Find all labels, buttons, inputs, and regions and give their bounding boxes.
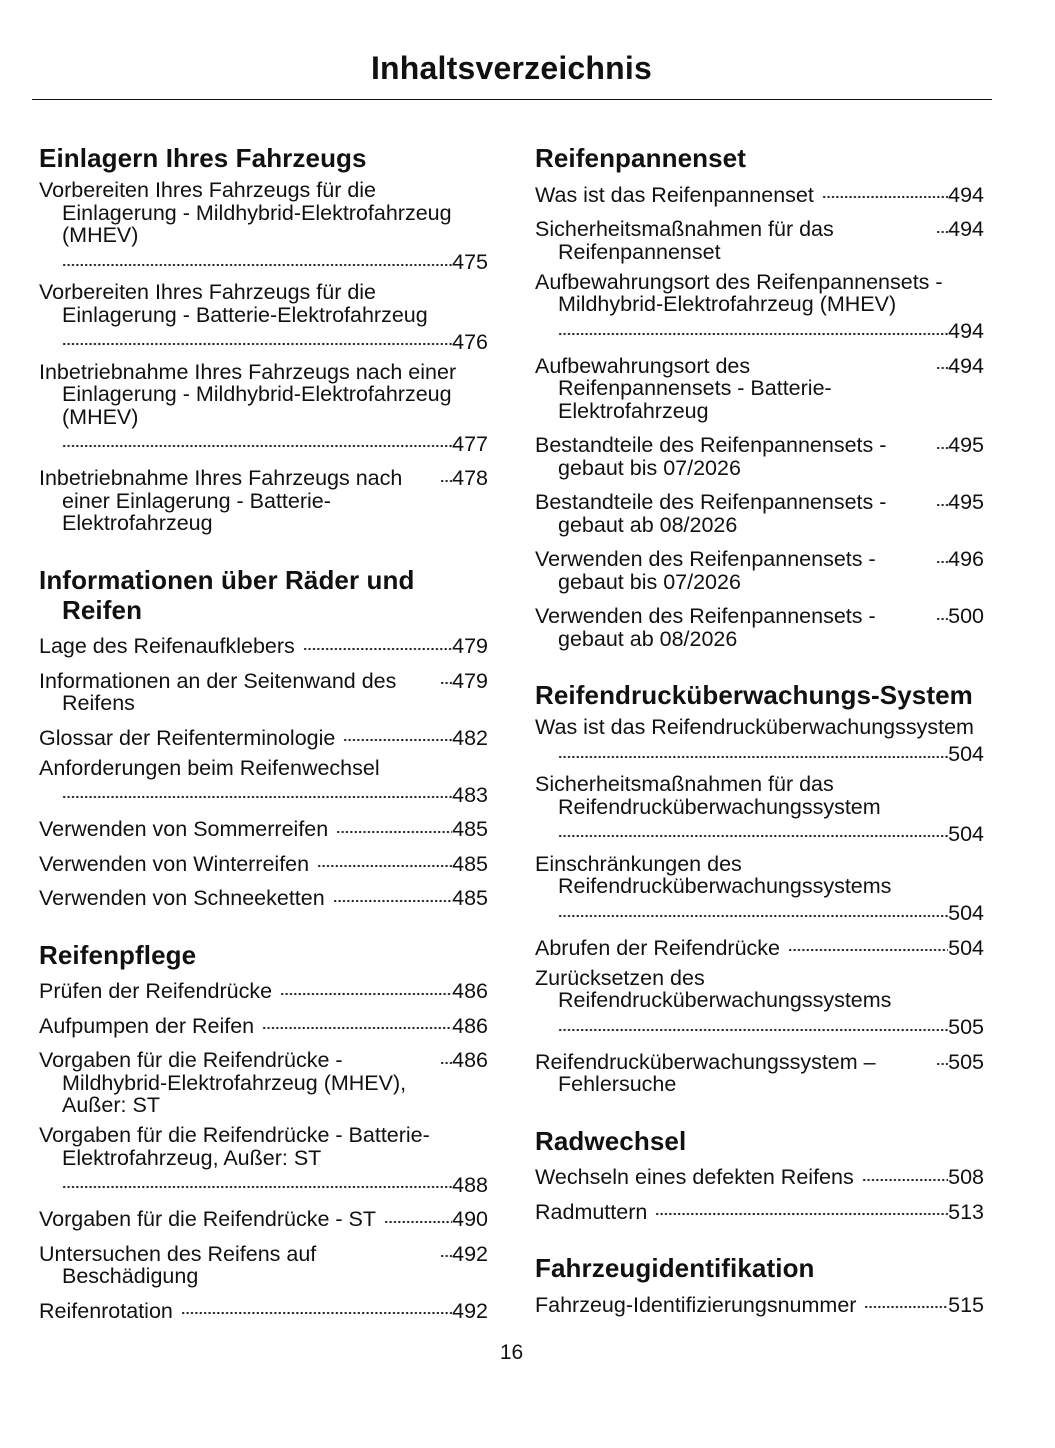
toc-entry-page-number: 504 [948, 742, 984, 766]
dot-leader [336, 814, 452, 837]
dot-leader [936, 430, 948, 453]
toc-entry[interactable] [39, 722, 488, 749]
toc-entry[interactable] [535, 1289, 984, 1316]
toc-entry-title: Untersuchen des Reifens auf Beschädigung [39, 1241, 317, 1288]
toc-entry-title: Vorgaben für die Reifendrücke - ST [39, 1207, 377, 1231]
toc-entry[interactable] [535, 773, 984, 845]
toc-entry-page-number: 494 [948, 319, 984, 343]
toc-entry[interactable] [39, 665, 488, 715]
toc-entry-title: Verwenden von Sommerreifen [39, 817, 329, 841]
title-divider [32, 99, 992, 100]
toc-entry[interactable] [39, 883, 488, 910]
toc-entry-title: Aufpumpen der Reifen [39, 1013, 255, 1038]
dot-leader [558, 1012, 948, 1035]
dot-leader [62, 428, 452, 451]
dot-leader [936, 1046, 948, 1069]
toc-entry-page-number: 479 [452, 668, 488, 693]
toc-section [535, 1253, 984, 1316]
dot-leader [558, 739, 948, 762]
dot-leader [936, 487, 948, 510]
toc-entry[interactable] [39, 757, 488, 807]
toc-entry-page-number: 485 [452, 851, 488, 876]
dot-leader [440, 463, 452, 486]
toc-entry-title: Inbetriebnahme Ihres Fahrzeugs nach einer Einlagerung - Batterie-Elektrofahrzeug [39, 466, 403, 535]
dot-leader [440, 665, 452, 688]
toc-entry-page-number: 492 [452, 1298, 488, 1323]
dot-leader [440, 1238, 452, 1261]
toc-entry[interactable] [39, 976, 488, 1003]
toc-entry-page-number: 485 [452, 817, 488, 841]
dot-leader [936, 350, 948, 373]
toc-entry-page-number: 508 [948, 1165, 984, 1189]
page-title: Inhaltsverzeichnis [370, 50, 653, 86]
dot-leader [864, 1289, 948, 1312]
toc-entry-title: Reifenrotation [39, 1298, 173, 1323]
dot-leader [936, 601, 948, 624]
toc-entry[interactable] [39, 463, 488, 535]
dot-leader [62, 247, 452, 270]
toc-section [535, 1126, 984, 1224]
toc-entry-page-number: 476 [452, 329, 488, 354]
toc-entry[interactable] [535, 430, 984, 480]
toc-entry[interactable] [535, 544, 984, 594]
dot-leader [558, 818, 948, 841]
toc-entry-title: Zurücksetzen des Reifendrucküberwachungssystems [535, 965, 892, 1012]
toc-entry[interactable] [535, 1162, 984, 1189]
toc-entry-page-number: 494 [948, 182, 984, 207]
toc-entry-page-number: 496 [948, 547, 984, 571]
toc-entry[interactable] [535, 1196, 984, 1223]
page-number: 16 [499, 1341, 524, 1364]
toc-entry-page-number: 478 [452, 466, 488, 490]
dot-leader [384, 1204, 452, 1227]
toc-entry-title: Verwenden von Winterreifen [39, 851, 310, 876]
toc-entry-page-number: 486 [452, 979, 488, 1003]
toc-entry[interactable] [39, 1295, 488, 1322]
dot-leader [936, 214, 948, 237]
toc-section [39, 565, 488, 910]
toc-entry-title: Sicherheitsmaßnahmen für das Reifenpannenset [535, 217, 834, 264]
dot-leader [558, 898, 948, 921]
toc-entry[interactable] [39, 179, 488, 274]
toc-entry-title: Reifendrucküberwachungssystem – Fehlersuche [535, 1049, 876, 1096]
toc-entry-page-number: 488 [452, 1172, 488, 1197]
dot-leader [333, 883, 452, 906]
toc-entry-title: Bestandteile des Reifenpannensets - gebaut bis 07/2026 [535, 433, 887, 480]
toc-section [535, 143, 984, 650]
toc-entry-page-number: 477 [452, 431, 488, 456]
toc-entry-title: Was ist das Reifendrucküberwachungssystem [535, 715, 974, 739]
dot-leader [936, 544, 948, 567]
toc-column-left [39, 143, 488, 1352]
toc-entry-page-number: 486 [452, 1013, 488, 1038]
toc-entry-title: Lage des Reifenaufklebers [39, 634, 295, 658]
dot-leader [62, 326, 452, 349]
toc-entry-title: Informationen an der Seitenwand des Reifens [39, 668, 397, 715]
toc-entry-title: Was ist das Reifenpannenset [535, 182, 814, 207]
toc-entry-page-number: 495 [948, 433, 984, 457]
toc-entry[interactable] [535, 487, 984, 537]
dot-leader [558, 316, 948, 339]
toc-entry[interactable] [535, 853, 984, 925]
section-heading: Reifenpflege [39, 939, 197, 970]
section-heading: Informationen über Räder und Reifen [39, 564, 415, 625]
toc-section [39, 143, 488, 535]
toc-entry-title: Einschränkungen des Reifendrucküberwachungssystems [535, 851, 892, 898]
toc-entry-page-number: 475 [452, 250, 488, 274]
toc-entry[interactable] [39, 848, 488, 875]
toc-section [39, 940, 488, 1323]
dot-leader [62, 1169, 452, 1192]
toc-entry-title: Vorbereiten Ihres Fahrzeugs für die Einlagerung - Mildhybrid-Elektrofahrzeug (MHEV) [39, 178, 452, 247]
toc-entry-title: Inbetriebnahme Ihres Fahrzeugs nach einer Einlagerung - Mildhybrid-Elektrofahrzeug (MHEV) [39, 359, 457, 429]
dot-leader [262, 1010, 452, 1033]
toc-entry[interactable] [535, 932, 984, 959]
toc-entry[interactable] [39, 631, 488, 658]
toc-entry[interactable] [39, 1204, 488, 1231]
toc-entry-title: Verwenden des Reifenpannensets - gebaut ab 08/2026 [535, 604, 876, 651]
toc-entry-title: Abrufen der Reifendrücke [535, 935, 781, 960]
toc-column-right [535, 143, 984, 1346]
dot-leader [343, 722, 452, 745]
toc-entry-title: Fahrzeug-Identifizierungsnummer [535, 1292, 857, 1317]
toc-entry-page-number: 504 [948, 901, 984, 925]
toc-entry-page-number: 483 [452, 782, 488, 807]
toc-entry-title: Verwenden des Reifenpannensets - gebaut bis 07/2026 [535, 547, 876, 594]
toc-entry-title: Vorgaben für die Reifendrücke - Mildhybrid-Elektrofahrzeug (MHEV), Außer: ST [39, 1048, 407, 1117]
toc-entry-page-number: 492 [452, 1241, 488, 1266]
toc-entry-title: Sicherheitsmaßnahmen für das Reifendrucküberwachungssystem [535, 772, 881, 819]
toc-entry-page-number: 504 [948, 935, 984, 960]
toc-entry-title: Bestandteile des Reifenpannensets - gebaut ab 08/2026 [535, 490, 887, 537]
toc-entry-title: Glossar der Reifenterminologie [39, 725, 336, 750]
toc-entry-title: Radmuttern [535, 1199, 648, 1224]
section-heading: Reifendrucküberwachungs-System [535, 680, 973, 710]
toc-entry[interactable] [39, 814, 488, 841]
section-heading: Fahrzeugidentifikation [535, 1253, 815, 1283]
toc-entry-page-number: 515 [948, 1292, 984, 1317]
toc-entry-title: Vorbereiten Ihres Fahrzeugs für die Einlagerung - Batterie-Elektrofahrzeug [39, 280, 428, 327]
dot-leader [440, 1045, 452, 1068]
section-heading: Radwechsel [535, 1125, 687, 1156]
toc-entry-title: Prüfen der Reifendrücke [39, 979, 273, 1003]
toc-entry[interactable] [39, 1010, 488, 1037]
toc-entry[interactable] [535, 350, 984, 422]
toc-entry-page-number: 486 [452, 1048, 488, 1072]
toc-entry[interactable] [535, 179, 984, 206]
toc-entry-page-number: 505 [948, 1049, 984, 1074]
dot-leader [181, 1295, 452, 1318]
section-heading: Reifenpannenset [535, 143, 746, 173]
toc-entry-page-number: 495 [948, 490, 984, 514]
toc-entry-title: Aufbewahrungsort des Reifenpannensets - Mildhybrid-Elektrofahrzeug (MHEV) [535, 269, 943, 316]
toc-entry[interactable] [535, 601, 984, 651]
toc-entry-page-number: 500 [948, 604, 984, 628]
toc-entry[interactable] [535, 716, 984, 766]
toc-entry-page-number: 513 [948, 1199, 984, 1224]
toc-entry[interactable] [39, 1045, 488, 1117]
toc-entry-page-number: 505 [948, 1015, 984, 1039]
toc-entry[interactable] [535, 967, 984, 1039]
toc-entry-page-number: 494 [948, 217, 984, 241]
toc-entry[interactable] [39, 281, 488, 353]
toc-entry-title: Wechseln eines defekten Reifens [535, 1165, 854, 1189]
toc-entry[interactable] [39, 361, 488, 456]
section-heading: Einlagern Ihres Fahrzeugs [39, 143, 367, 173]
toc-entry-page-number: 504 [948, 821, 984, 846]
toc-entry-page-number: 482 [452, 725, 488, 750]
toc-entry-title: Verwenden von Schneeketten [39, 886, 325, 910]
toc-section [535, 680, 984, 1096]
toc-entry-page-number: 494 [948, 353, 984, 378]
dot-leader [862, 1162, 948, 1185]
toc-entry[interactable] [39, 1238, 488, 1288]
toc-entry-title: Vorgaben für die Reifendrücke - Batterie-Elektrofahrzeug, Außer: ST [39, 1123, 430, 1170]
toc-entry-title: Aufbewahrungsort des Reifenpannensets - Batterie-Elektrofahrzeug [535, 353, 832, 423]
toc-entry[interactable] [535, 214, 984, 264]
toc-entry[interactable] [535, 1046, 984, 1096]
dot-leader [822, 179, 948, 202]
toc-entry-page-number: 485 [452, 886, 488, 910]
dot-leader [655, 1196, 948, 1219]
toc-entry-page-number: 479 [452, 634, 488, 658]
dot-leader [317, 848, 452, 871]
dot-leader [62, 779, 452, 802]
toc-entry[interactable] [39, 1124, 488, 1196]
toc-entry[interactable] [535, 271, 984, 343]
dot-leader [303, 631, 452, 654]
dot-leader [788, 932, 948, 955]
dot-leader [280, 976, 452, 999]
toc-entry-title: Anforderungen beim Reifenwechsel [39, 755, 380, 780]
toc-entry-page-number: 490 [452, 1207, 488, 1231]
